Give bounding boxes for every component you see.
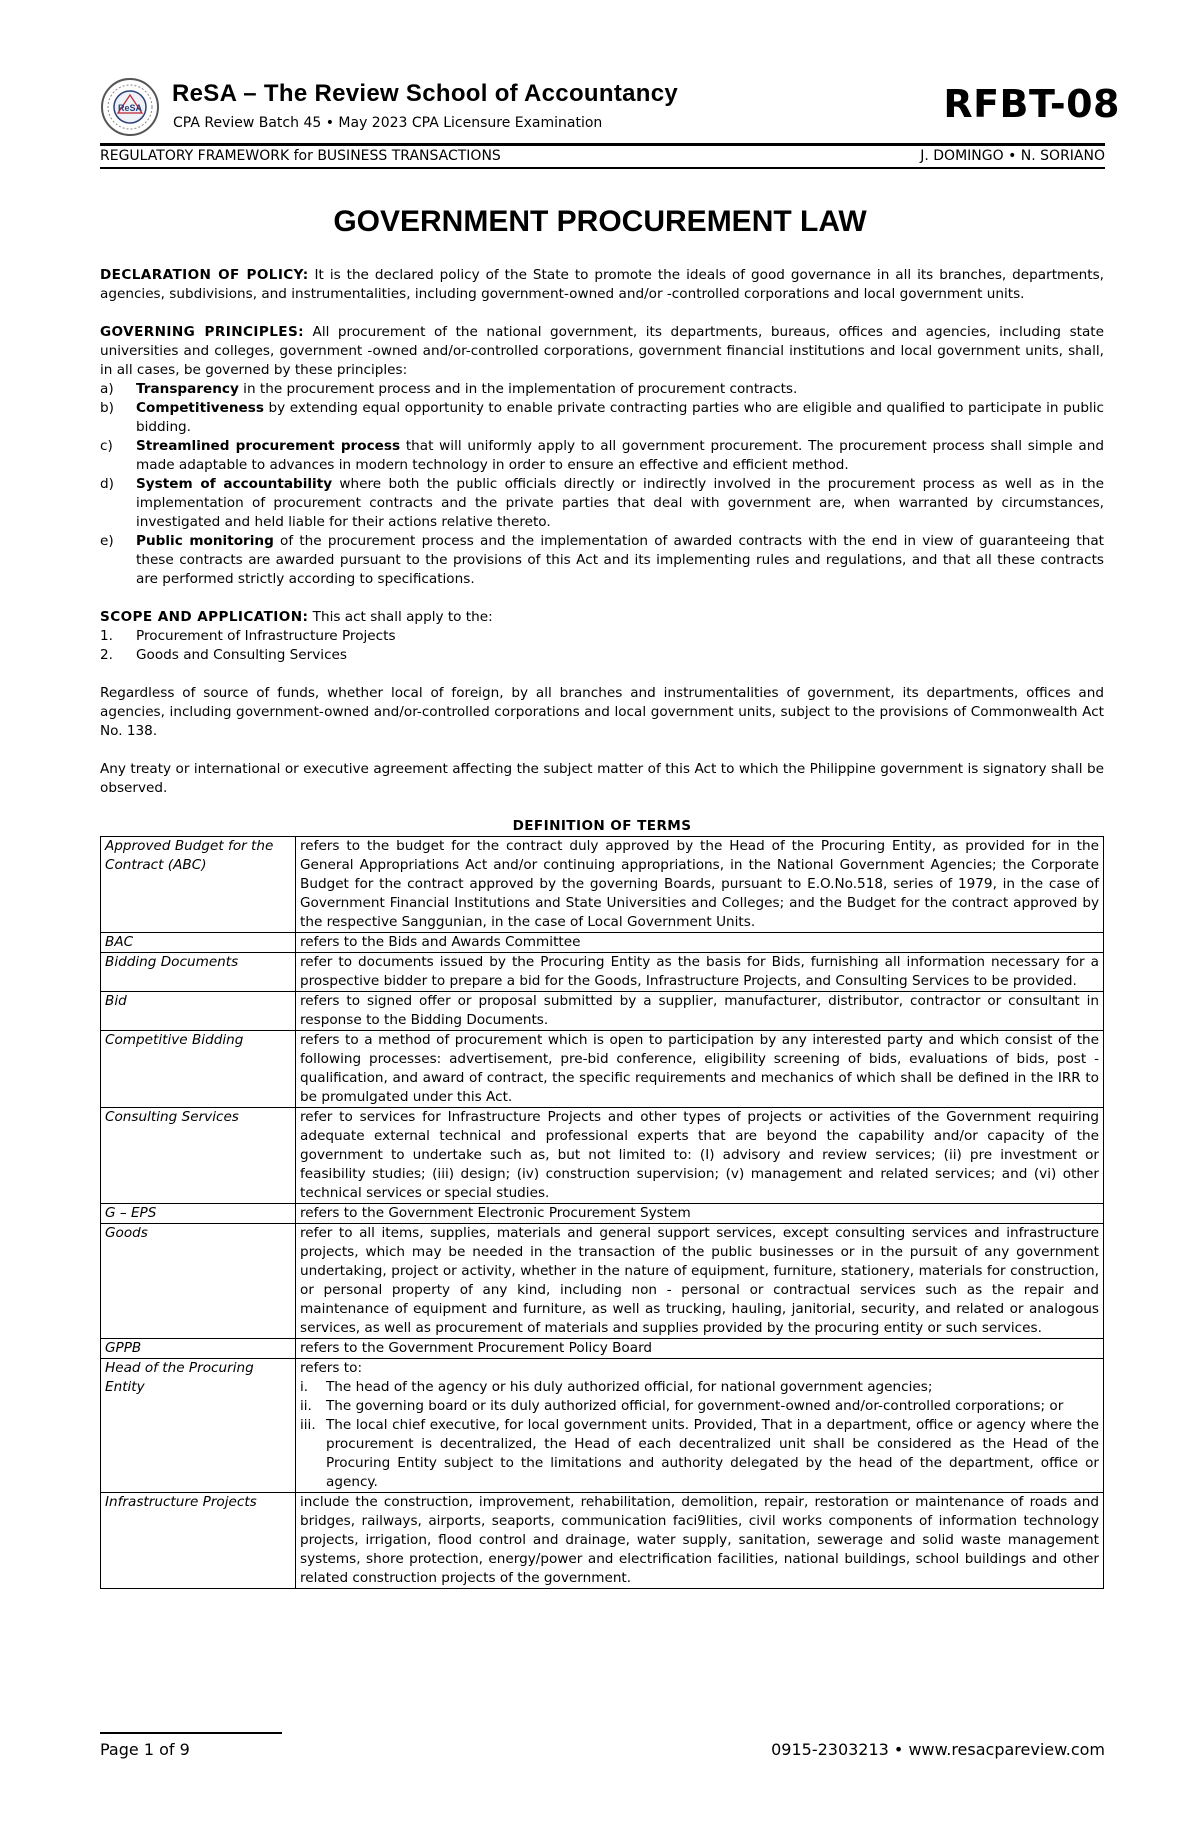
sublist-text: The governing board or its duly authorized official, for government-owned and/or-controlled corporations; or	[326, 1398, 1064, 1414]
list-item	[300, 1378, 1099, 1397]
definition-cell: refers to the budget for the contract duly approved by the Head of the Procuring Entity, as provided for in the General Appropriations Act and/or continuing appropriations, in the National Government Agencies; the Corporate Budget for the contract approved by the governing Boards, pursuant to E.O.No.518, series of 1979, in the case of Government Financial Institutions and State Universities and Colleges; and the Budget for the contract approved by the respective Sanggunian, in the case of Local Government Units.	[296, 837, 1104, 933]
list-item	[100, 399, 1104, 437]
principles-intro	[100, 323, 1104, 380]
principle-term: Public monitoring	[136, 533, 274, 549]
list-marker: 1.	[100, 628, 113, 644]
term-cell: BAC	[101, 933, 296, 953]
scope-item-text: Procurement of Infrastructure Projects	[136, 628, 396, 644]
term-cell: G – EPS	[101, 1204, 296, 1224]
list-marker: e)	[100, 533, 114, 549]
scope-list	[100, 627, 1104, 665]
definition-cell	[296, 1359, 1104, 1493]
term-cell: Consulting Services	[101, 1108, 296, 1204]
principles-section	[100, 323, 1104, 589]
declaration-paragraph	[100, 266, 1104, 304]
list-item	[100, 646, 1104, 665]
table-row	[101, 933, 1104, 953]
definition-cell: refer to services for Infrastructure Projects and other types of projects or activities of the Government requiring adequate external technical and professional experts that are beyond the capability and/or capacity of the government to undertake such as, but not limited to: (I) advisory and review services; (ii) pre investment or feasibility studies; (iii) design; (iv) construction supervision; (v) management and related services; and (vi) other technical services or special studies.	[296, 1108, 1104, 1204]
term-cell: Goods	[101, 1224, 296, 1339]
principles-list	[100, 380, 1104, 589]
page-number: Page 1 of 9	[100, 1740, 190, 1759]
sublist-text: The head of the agency or his duly authorized official, for national government agencies;	[326, 1379, 933, 1395]
scope-intro	[100, 608, 1104, 627]
footer-rule	[100, 1732, 282, 1734]
contact-info: 0915-2303213 • www.resacpareview.com	[771, 1740, 1105, 1759]
page-title: GOVERNMENT PROCUREMENT LAW	[333, 205, 867, 238]
definition-cell: refers to the Government Electronic Procurement System	[296, 1204, 1104, 1224]
table-row	[101, 953, 1104, 992]
term-cell: Competitive Bidding	[101, 1031, 296, 1108]
header-rule-thin	[100, 167, 1105, 169]
principle-text: that will uniformly apply to all government procurement. The procurement process shall simple and made adaptable to advances in modern technology in order to ensure an effective and efficient method.	[136, 438, 1104, 473]
table-row	[101, 992, 1104, 1031]
definition-cell: refers to a method of procurement which is open to participation by any interested party and which consist of the following processes: advertisement, pre-bid conference, eligibility screening of bids, evaluations of bids, post - qualification, and award of contract, the specific requirements and mechanics of which shall be defined in the IRR to be promulgated under this Act.	[296, 1031, 1104, 1108]
table-row	[101, 1339, 1104, 1359]
principle-term: System of accountability	[136, 476, 333, 492]
list-marker: a)	[100, 381, 114, 397]
principle-term: Competitiveness	[136, 400, 264, 416]
declaration-label: DECLARATION OF POLICY:	[100, 267, 309, 283]
list-marker: ii.	[300, 1398, 312, 1414]
table-row	[101, 1359, 1104, 1493]
definition-cell: refers to signed offer or proposal submitted by a supplier, manufacturer, distributor, contractor or consultant in response to the Bidding Documents.	[296, 992, 1104, 1031]
term-cell: GPPB	[101, 1339, 296, 1359]
scope-intro-text: This act shall apply to the:	[308, 609, 493, 625]
declaration-text: It is the declared policy of the State to promote the ideals of good governance in all its branches, departments, agencies, subdivisions, and instrumentalities, including government-owned and/or -controlled corporations and local government units.	[100, 267, 1104, 302]
list-marker: b)	[100, 400, 114, 416]
school-name: ReSA – The Review School of Accountancy	[172, 80, 679, 107]
term-cell: Head of the Procuring Entity	[101, 1359, 296, 1493]
scope-item-text: Goods and Consulting Services	[136, 647, 347, 663]
list-marker: iii.	[300, 1417, 316, 1433]
list-marker: 2.	[100, 647, 113, 663]
header-rule-thick	[100, 143, 1105, 146]
principle-term: Transparency	[136, 381, 239, 397]
definition-cell: refers to the Bids and Awards Committee	[296, 933, 1104, 953]
table-row	[101, 1031, 1104, 1108]
subject-title: REGULATORY FRAMEWORK for BUSINESS TRANSACTIONS	[100, 148, 501, 164]
term-cell: Bidding Documents	[101, 953, 296, 992]
definition-cell: refer to documents issued by the Procuring Entity as the basis for Bids, furnishing all information necessary for a prospective bidder to prepare a bid for the Goods, Infrastructure Projects, and Consulting Services to be provided.	[296, 953, 1104, 992]
list-item	[100, 380, 1104, 399]
scope-section	[100, 608, 1104, 798]
principles-label: GOVERNING PRINCIPLES:	[100, 324, 304, 340]
principle-term: Streamlined procurement process	[136, 438, 401, 454]
list-item	[100, 532, 1104, 589]
list-item	[300, 1416, 1099, 1492]
scope-paragraph-funds: Regardless of source of funds, whether local of foreign, by all branches and instrumentalities of government, its departments, offices and agencies, including government-owned and/or-controlled corporations and local government units, subject to the provisions of Commonwealth Act No. 138.	[100, 685, 1104, 739]
principle-text: where both the public officials directly or indirectly involved in the procurement process as well as in the implementation of procurement contracts and the private parties that deal with government are, when warranted by circumstances, investigated and held liable for their actions relative thereto.	[136, 476, 1104, 530]
definitions-title: DEFINITION OF TERMS	[512, 818, 692, 834]
table-row	[101, 1493, 1104, 1589]
module-code: RFBT-08	[943, 82, 1120, 126]
definition-cell: refer to all items, supplies, materials and general support services, except consulting services and infrastructure projects, which may be needed in the transaction of the public businesses or in the pursuit of any government undertaking, project or activity, whether in the nature of equipment, furniture, stationery, materials for construction, or personal property of any kind, including non - personal or contractual services such as the repair and maintenance of equipment and furniture, as well as trucking, hauling, janitorial, security, and related or analogous services, as well as procurement of materials and supplies provided by the procuring entity or such services.	[296, 1224, 1104, 1339]
definition-cell: include the construction, improvement, rehabilitation, demolition, repair, restoration or maintenance of roads and bridges, railways, airports, seaports, communication faci9lities, civil works components of information technology projects, irrigation, flood control and drainage, water supply, sanitation, sewerage and solid waste management systems, shore protection, energy/power and electrification facilities, national buildings, school buildings and other related construction projects of the government.	[296, 1493, 1104, 1589]
authors: J. DOMINGO • N. SORIANO	[920, 148, 1105, 164]
logo-text: ReSA	[117, 103, 143, 113]
list-item	[100, 475, 1104, 532]
document-body	[100, 266, 1104, 1589]
scope-label: SCOPE AND APPLICATION:	[100, 609, 309, 625]
principle-text: in the procurement process and in the implementation of procurement contracts.	[238, 381, 798, 397]
term-cell: Infrastructure Projects	[101, 1493, 296, 1589]
definition-intro: refers to:	[300, 1360, 363, 1376]
scope-paragraph-treaty: Any treaty or international or executive agreement affecting the subject matter of this Act to which the Philippine government is signatory shall be observed.	[100, 761, 1104, 796]
principles-intro-text: All procurement of the national government, its departments, bureaus, offices and agencies, including state universities and colleges, government -owned and/or-controlled corporations, government financial institutions and local government units, shall, in all cases, be governed by these principles:	[100, 324, 1105, 378]
definition-cell: refers to the Government Procurement Policy Board	[296, 1339, 1104, 1359]
batch-info: CPA Review Batch 45 • May 2023 CPA Licensure Examination	[173, 115, 603, 131]
list-marker: c)	[100, 438, 113, 454]
list-item	[100, 627, 1104, 646]
principle-text: by extending equal opportunity to enable private contracting parties who are eligible and qualified to participate in public bidding.	[136, 400, 1104, 435]
sublist-text: The local chief executive, for local government units. Provided, That in a department, office or agency where the procurement is decentralized, the Head of each decentralized unit shall be considered as the Head of the Procuring Entity subject to the limitations and authority delegated by the head of the department, office or agency.	[326, 1417, 1099, 1490]
definition-sublist	[300, 1378, 1099, 1492]
table-row	[101, 1204, 1104, 1224]
list-item	[300, 1397, 1099, 1416]
list-marker: d)	[100, 476, 114, 492]
principle-text: of the procurement process and the implementation of awarded contracts with the end in view of guaranteeing that these contracts are awarded pursuant to the provisions of this Act and its implementing rules and regulations, and that all these contracts are performed strictly according to specifications.	[136, 533, 1105, 587]
list-item	[100, 437, 1104, 475]
resa-logo	[100, 77, 160, 137]
term-cell: Bid	[101, 992, 296, 1031]
table-row	[101, 1108, 1104, 1204]
table-row	[101, 1224, 1104, 1339]
definitions-table	[100, 836, 1104, 1589]
term-cell: Approved Budget for the Contract (ABC)	[101, 837, 296, 933]
table-row	[101, 837, 1104, 933]
list-marker: i.	[300, 1379, 309, 1395]
